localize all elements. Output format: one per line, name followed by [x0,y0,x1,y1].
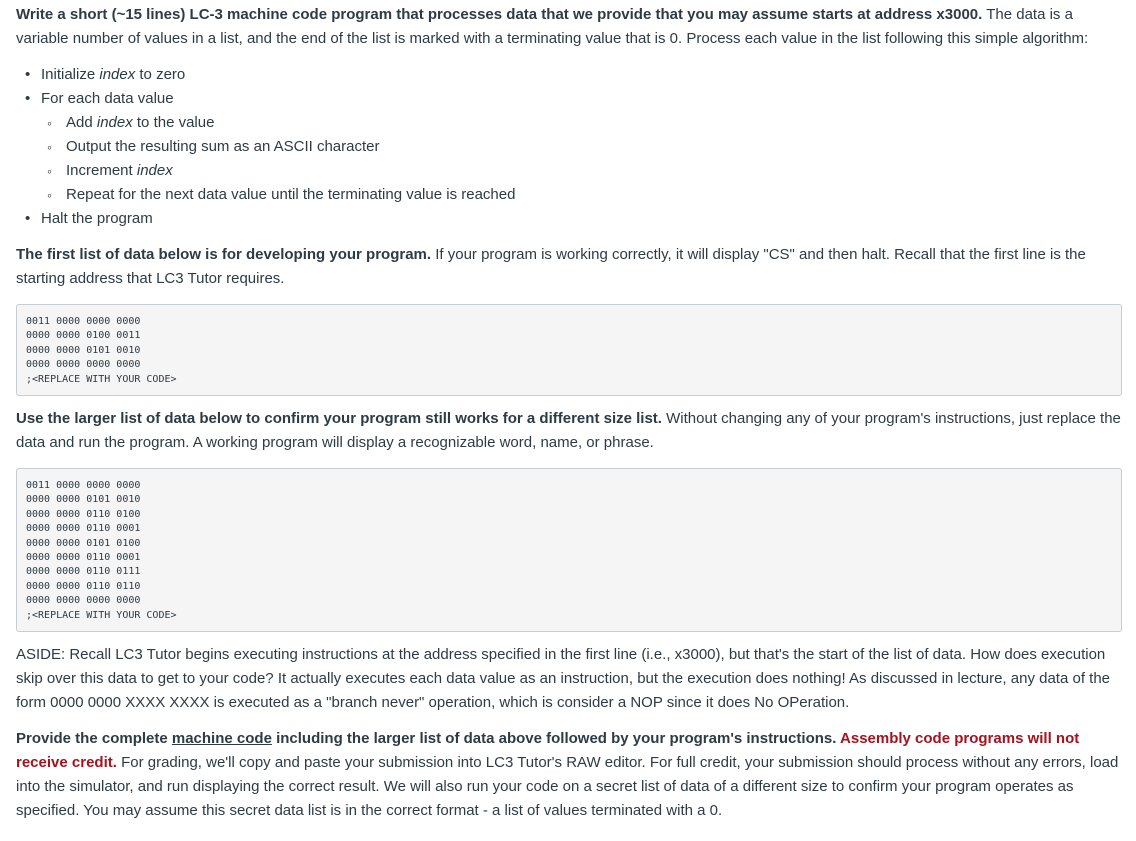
larger-bold: Use the larger list of data below to confirm your program still works for a different size list. [16,410,662,427]
code-line: 0000 0000 0000 0000 [26,595,141,607]
step-text: Output the resulting sum as an ASCII character [66,138,380,155]
step-text: Repeat for the next data value until the terminating value is reached [66,186,516,203]
machine-code-link[interactable]: machine code [171,730,272,747]
code-line: 0000 0000 0100 0011 [26,330,141,342]
intro-rest: The data is a variable number of values in a list, and the end of the list is marked with a terminating value that is 0. Process each value in the list following this simple algorithm: [16,6,1089,47]
substep-output [16,135,1116,159]
code-block-first[interactable] [16,304,1122,396]
code-line: 0000 0000 0101 0100 [26,537,141,549]
provide-bold-post: including the larger list of data above followed by your program's instructions. [271,730,837,747]
step-initialize [16,63,1116,87]
index-term: index [96,114,133,131]
warning-text: Assembly code programs will not receive credit. [16,730,1080,771]
first-list-paragraph [16,243,1126,291]
code-line: 0000 0000 0101 0010 [26,344,141,356]
step-text: For each data value [41,90,174,107]
code-line: 0000 0000 0110 0100 [26,508,141,520]
step-text: Add [66,114,97,131]
code-line: 0000 0000 0000 0000 [26,359,141,371]
intro-paragraph [16,3,1126,51]
first-bold: The first list of data below is for developing your program. [16,246,432,263]
larger-rest: Without changing any of your program's instructions, just replace the data and run the program. A working program will display a recognizable word, name, or phrase. [16,410,1121,451]
index-term: index [136,162,173,179]
intro-bold: Write a short (~15 lines) LC-3 machine code program that processes data that we provide that you may assume starts at address x3000. [16,6,983,23]
step-text: to zero [135,66,186,83]
provide-rest: For grading, we'll copy and paste your submission into LC3 Tutor's RAW editor. For full credit, your submission should process without any errors, load into the simulator, and run displaying the correct result. We will also run your code on a secret list of data of a different size to confirm your program operates as specified. You may assume this secret data list is in the correct format - a list of values terminated with a 0. [16,754,1119,819]
step-halt [16,207,1116,231]
larger-list-paragraph [16,407,1126,455]
code-line: 0000 0000 0101 0010 [26,494,141,506]
aside-paragraph: ASIDE: Recall LC3 Tutor begins executing instructions at the address specified in the first line (i.e., x3000), but that's the start of the list of data. How does execution skip over this data to get to your code? It actually executes each data value as an instruction, but the execution does nothing! As discussed in lecture, any data of the form 0000 0000 XXXX XXXX is executed as a "branch never" operation, which is consider a NOP since it does No OPeration. [16,646,1111,711]
algorithm-list [16,63,1116,231]
index-term: index [99,66,136,83]
step-text: Initialize [41,66,100,83]
step-text: Increment [66,162,137,179]
code-line: ;<REPLACE WITH YOUR CODE> [26,373,177,385]
code-block-larger[interactable] [16,468,1122,632]
step-foreach [16,87,1116,111]
code-line: 0000 0000 0110 0111 [26,566,141,578]
substep-increment [16,159,1116,183]
code-line: ;<REPLACE WITH YOUR CODE> [26,609,177,621]
substep-add [16,111,1116,135]
step-text: Halt the program [41,210,153,227]
substep-repeat [16,183,1116,207]
provide-paragraph [16,727,1121,823]
code-line: 0000 0000 0110 0110 [26,580,141,592]
code-line: 0000 0000 0110 0001 [26,551,141,563]
step-text: to the value [132,114,215,131]
code-line: 0011 0000 0000 0000 [26,316,141,327]
code-line: 0011 0000 0000 0000 [26,480,141,491]
provide-bold-pre: Provide the complete [16,730,172,747]
code-line: 0000 0000 0110 0001 [26,523,141,535]
first-rest: If your program is working correctly, it will display "CS" and then halt. Recall that the first line is the starting address that LC3 Tutor requires. [16,246,1086,287]
